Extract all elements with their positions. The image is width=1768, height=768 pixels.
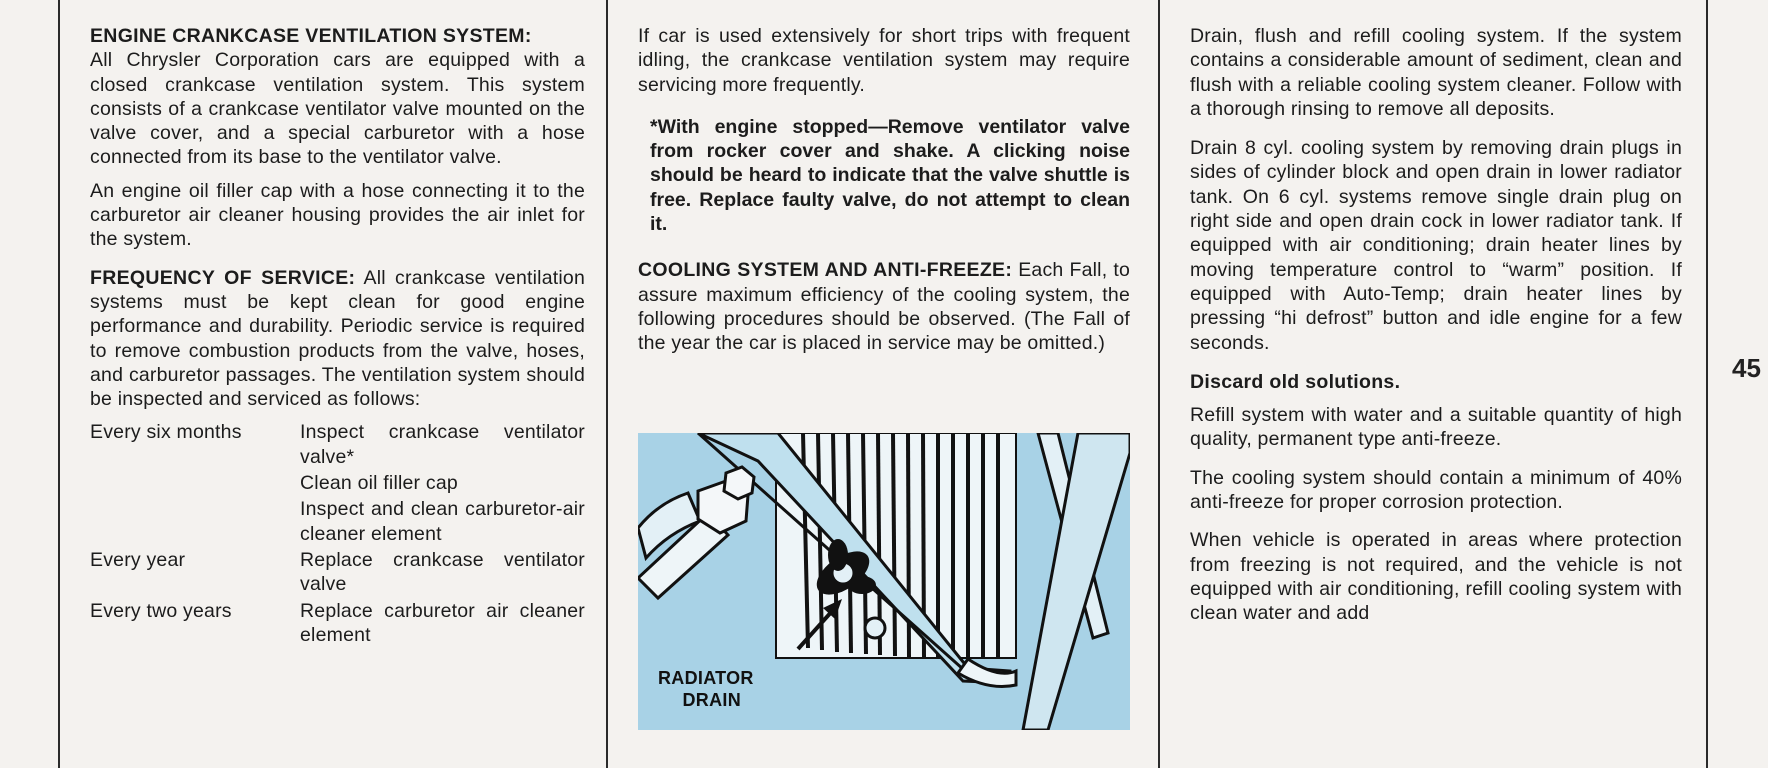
- schedule-row-two-years: [90, 599, 585, 650]
- cooling-section-text: Each Fall, to assure maximum efficiency of the cooling system, the following procedures should be observed. (The Fall of the year the car is placed in service may be omitted.): [638, 259, 1131, 355]
- schedule-row-year: [90, 548, 585, 599]
- radiator-support: [1023, 433, 1130, 730]
- page-edge-divider: [1706, 0, 1708, 768]
- no-freezing-paragraph: When vehicle is operated in areas where protection from freezing is not required, and the vehicle is not equipped with air conditioning, refill cooling system with clean water and add: [1190, 529, 1682, 625]
- drain-plug: [865, 618, 885, 638]
- left-column: [90, 24, 585, 649]
- short-trips-paragraph: If car is used extensively for short trips with frequent idling, the crankcase ventilation system may require servicing more frequently.: [638, 25, 1130, 96]
- frequency-section-heading: FREQUENCY OF SERVICE:: [90, 266, 356, 289]
- crankcase-section-paragraph: [90, 24, 585, 170]
- cooling-section-heading: COOLING SYSTEM AND ANTI-FREEZE:: [638, 259, 1013, 282]
- radiator-drain-illustration: [638, 433, 1130, 730]
- schedule-item: Inspect and clean carburetor-air cleaner element: [300, 498, 585, 545]
- figure-caption-line2: DRAIN: [682, 690, 741, 710]
- column-divider-middle: [606, 0, 608, 768]
- cooling-section-paragraph: [638, 258, 1130, 355]
- schedule-interval: Every six months: [90, 421, 242, 444]
- column-divider-right: [1158, 0, 1160, 768]
- discard-solutions-subheading: Discard old solutions.: [1190, 370, 1401, 393]
- schedule-item: Replace crankcase ventilator valve: [300, 548, 585, 596]
- schedule-interval: Every two years: [90, 599, 232, 622]
- frequency-section-text: All crankcase ventilation systems must be kept clean for good engine performance and durability. Periodic service is required to remove combustion products from the valve, hoses, and carburetor passages. The ventilation system should be inspected and serviced as follows:: [90, 266, 585, 411]
- drain-cylinders-paragraph: Drain 8 cyl. cooling system by removing drain plugs in sides of cylinder block and open drain in lower radiator tank. On 6 cyl. systems remove single drain plug on right side and open drain cock in lower radiator tank. If equipped with air conditioning; drain heater lines by moving temperature control to “warm” position. If equipped with Auto-Temp; drain heater lines by pressing “hi defrost” button and idle engine for a few seconds.: [1190, 137, 1682, 354]
- hose-fitting: [638, 467, 754, 598]
- oil-filler-cap-paragraph: An engine oil filler cap with a hose connecting it to the carburetor air cleaner housing provides the air inlet for the system.: [90, 179, 585, 251]
- ventilator-valve-note: [638, 115, 1130, 236]
- page-number: 45: [1732, 353, 1761, 383]
- right-column: [1190, 24, 1682, 635]
- figure-caption-line1: RADIATOR: [658, 668, 754, 688]
- frequency-section-paragraph: [90, 266, 585, 412]
- schedule-item: Clean oil filler cap: [300, 472, 458, 495]
- refill-paragraph: Refill system with water and a suitable quantity of high quality, permanent type anti-freeze.: [1190, 404, 1682, 451]
- radiator-core: [776, 433, 1016, 658]
- schedule-interval: Every year: [90, 548, 186, 571]
- drain-flush-paragraph: Drain, flush and refill cooling system. If the system contains a considerable amount of sediment, clean and flush with a reliable cooling system cleaner. Follow with a thorough rinsing to remove all deposits.: [1190, 25, 1682, 120]
- middle-column: [638, 24, 1130, 365]
- crankcase-section-heading: ENGINE CRANKCASE VENTILATION SYSTEM:: [90, 25, 532, 47]
- ventilator-valve-note-text: *With engine stopped—Remove ventilator valve from rocker cover and shake. A clicking noise should be heard to indicate that the valve shuttle is free. Replace faulty valve, do not attempt to clean it.: [650, 115, 1130, 236]
- crankcase-section-text: All Chrysler Corporation cars are equipped with a closed crankcase ventilation system. This system consists of a crankcase ventilator valve mounted on the valve cover, and a special carburetor with a hose connected from its base to the ventilator valve.: [90, 49, 585, 169]
- figure-caption: [658, 667, 754, 711]
- column-divider-left: [58, 0, 60, 768]
- schedule-item: Replace carburetor air cleaner element: [300, 599, 585, 646]
- antifreeze-minimum-paragraph: The cooling system should contain a minimum of 40% anti-freeze for proper corrosion protection.: [1190, 466, 1682, 514]
- schedule-row-six-months: [90, 420, 585, 547]
- service-schedule-table: [90, 420, 585, 649]
- schedule-item: Inspect crankcase ventilator valve*: [300, 421, 585, 468]
